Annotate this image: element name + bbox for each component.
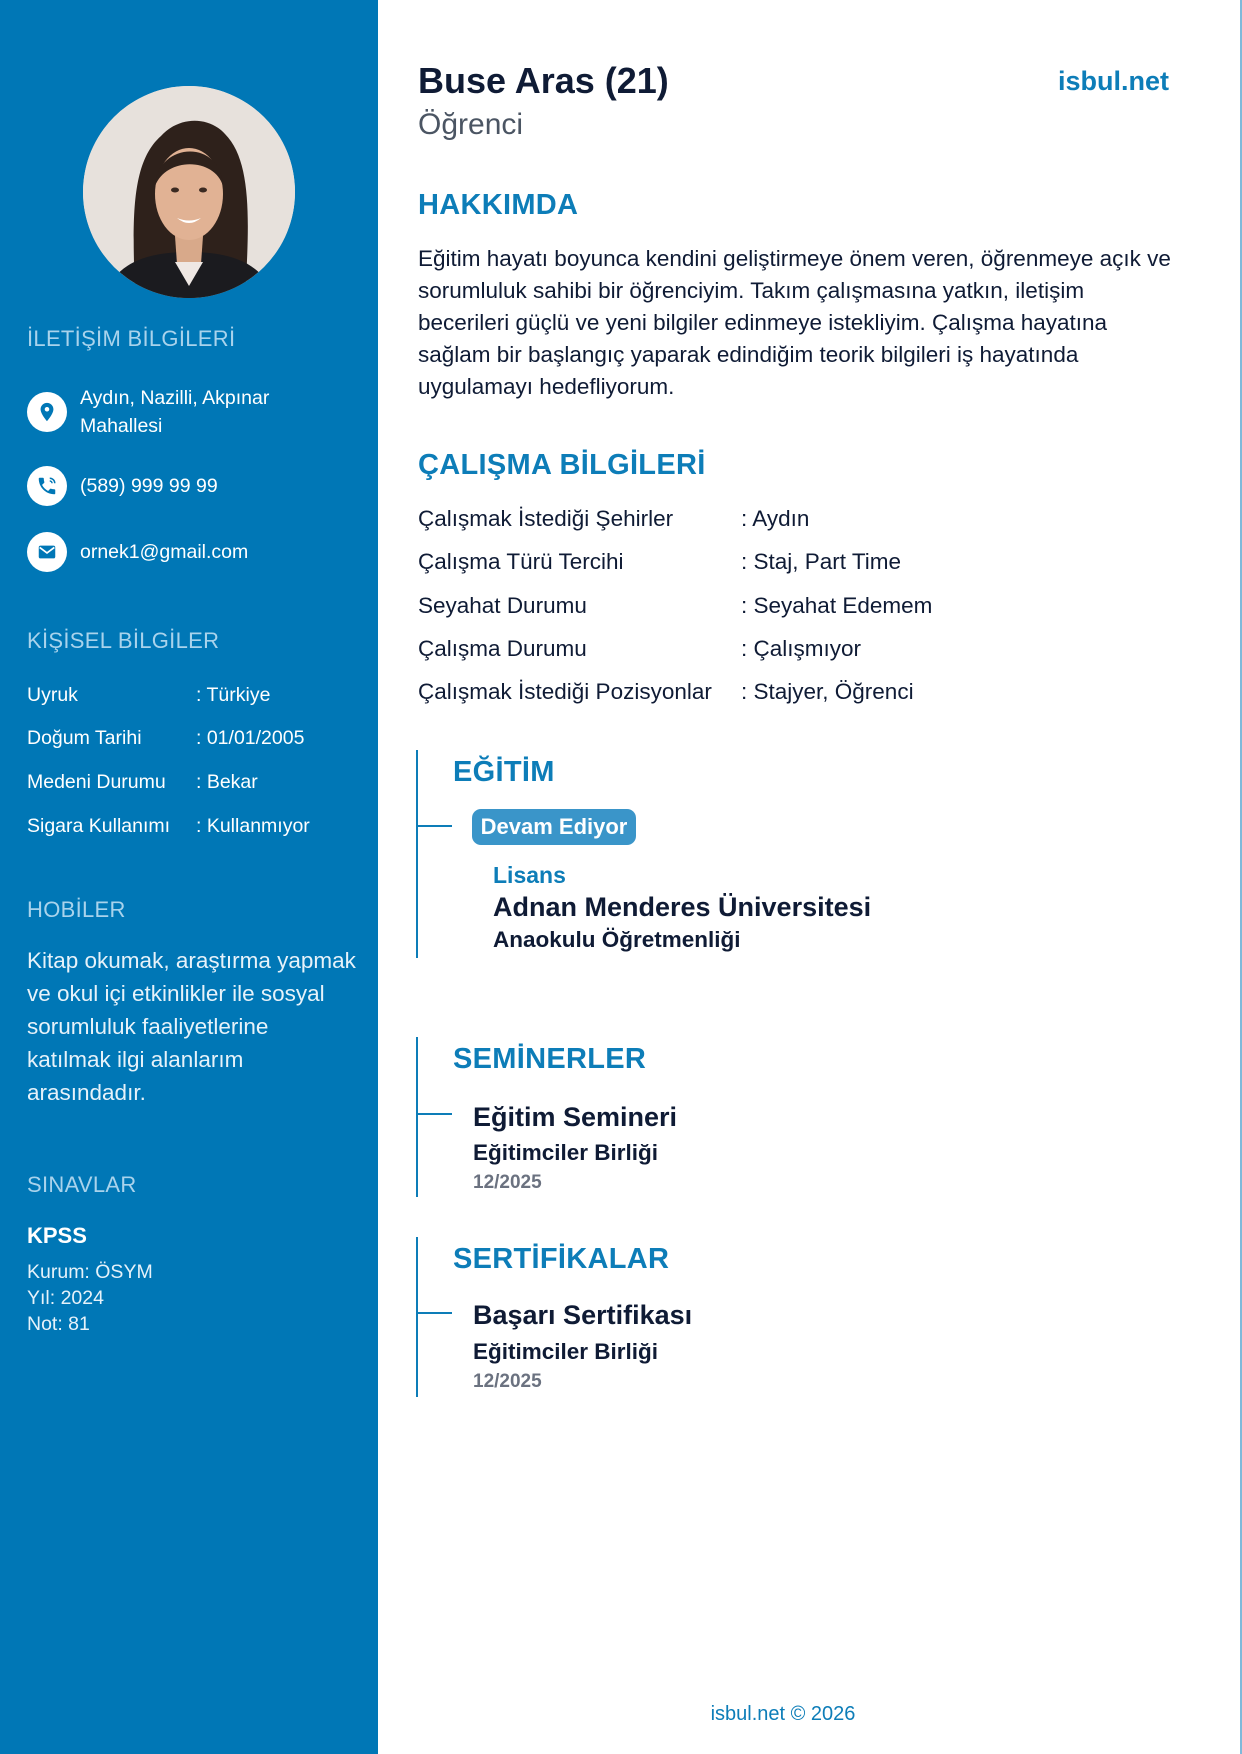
education-degree: Lisans [493, 862, 566, 888]
certificate-org: Eğitimciler Birliği [473, 1339, 659, 1364]
address-text: Aydın, Nazilli, Akpınar Mahallesi [80, 387, 270, 437]
contact-phone [27, 466, 357, 506]
main-content [378, 0, 1240, 1754]
candidate-name: Buse Aras (21) [418, 60, 669, 101]
education-timeline-tick [416, 825, 452, 827]
exam-score: Not: 81 [27, 1313, 90, 1335]
about-line: sağlam bir başlangıç yaparak edindiğim teorik bilgileri iş hayatında [418, 342, 1079, 367]
personal-key: Uyruk [27, 684, 78, 706]
education-status-badge: Devam Ediyor [472, 809, 636, 845]
profile-photo [83, 86, 295, 298]
envelope-icon [27, 532, 67, 572]
personal-heading: KİŞİSEL BİLGİLER [27, 628, 220, 653]
candidate-title: Öğrenci [418, 108, 524, 141]
about-line: becerileri güçlü ve yeni bilgiler edinmeye istekliyim. Çalışma hayatına [418, 310, 1108, 335]
footer-copyright: isbul.net © 2026 [710, 1703, 856, 1725]
work-key: Çalışma Durumu [418, 636, 587, 661]
personal-key: Doğum Tarihi [27, 727, 142, 749]
education-school: Adnan Menderes Üniversitesi [493, 892, 872, 922]
about-heading: HAKKIMDA [418, 189, 579, 221]
work-key: Çalışma Türü Tercihi [418, 549, 624, 574]
certificates-timeline-line [416, 1237, 418, 1397]
personal-value: : Türkiye [196, 684, 271, 706]
email-text: ornek1@gmail.com [80, 541, 249, 563]
exam-year: Yıl: 2024 [27, 1287, 104, 1309]
brand-link[interactable]: isbul.net [1058, 66, 1170, 96]
work-key: Seyahat Durumu [418, 593, 587, 618]
seminar-title: Eğitim Semineri [473, 1102, 678, 1132]
exam-name: KPSS [27, 1223, 87, 1248]
work-value: : Staj, Part Time [741, 549, 902, 574]
hobbies-text: Kitap okumak, araştırma yapmak ve okul içi etkinlikler ile sosyal sorumluluk faaliyetlerine katılmak ilgi alanlarım arasındadır. [27, 948, 356, 1105]
certificate-date: 12/2025 [473, 1371, 542, 1392]
hobbies-heading: HOBİLER [27, 897, 126, 922]
exams-heading: SINAVLAR [27, 1172, 137, 1197]
seminars-heading: SEMİNERLER [453, 1043, 647, 1075]
personal-key: Sigara Kullanımı [27, 815, 171, 837]
seminar-org: Eğitimciler Birliği [473, 1140, 659, 1165]
certificates-timeline-tick [416, 1312, 452, 1314]
education-heading: EĞİTİM [453, 756, 555, 788]
personal-value: : 01/01/2005 [196, 727, 305, 749]
exam-institution: Kurum: ÖSYM [27, 1261, 153, 1283]
certificates-heading: SERTİFİKALAR [453, 1243, 670, 1275]
contact-address [27, 384, 357, 440]
location-pin-icon [27, 392, 67, 432]
sidebar [0, 0, 378, 1754]
about-line: sorumluluk sahibi bir öğrenciyim. Takım çalışmasına yatkın, iletişim [418, 278, 1085, 303]
work-key: Çalışmak İstediği Şehirler [418, 506, 674, 531]
personal-value: : Bekar [196, 771, 258, 793]
work-value: : Stajyer, Öğrenci [741, 679, 914, 704]
work-value: : Çalışmıyor [741, 636, 862, 661]
contact-heading: İLETİŞİM BİLGİLERİ [27, 326, 236, 351]
work-heading: ÇALIŞMA BİLGİLERİ [418, 449, 706, 481]
certificate-title: Başarı Sertifikası [473, 1300, 693, 1330]
phone-text: (589) 999 99 99 [80, 475, 218, 497]
work-key: Çalışmak İstediği Pozisyonlar [418, 679, 712, 704]
education-timeline-line [416, 750, 418, 958]
about-line: Eğitim hayatı boyunca kendini geliştirmeye önem veren, öğrenmeye açık ve [418, 246, 1171, 271]
contact-email [27, 532, 357, 572]
work-value: : Seyahat Edemem [741, 593, 933, 618]
seminars-timeline-tick [416, 1113, 452, 1115]
phone-icon [27, 466, 67, 506]
about-line: uygulamayı hedefliyorum. [418, 374, 675, 399]
seminars-timeline-line [416, 1037, 418, 1197]
personal-value: : Kullanmıyor [196, 815, 310, 837]
work-value: : Aydın [741, 506, 810, 531]
personal-key: Medeni Durumu [27, 771, 166, 793]
seminar-date: 12/2025 [473, 1172, 542, 1193]
about-text [418, 243, 1208, 403]
education-department: Anaokulu Öğretmenliği [493, 927, 741, 952]
